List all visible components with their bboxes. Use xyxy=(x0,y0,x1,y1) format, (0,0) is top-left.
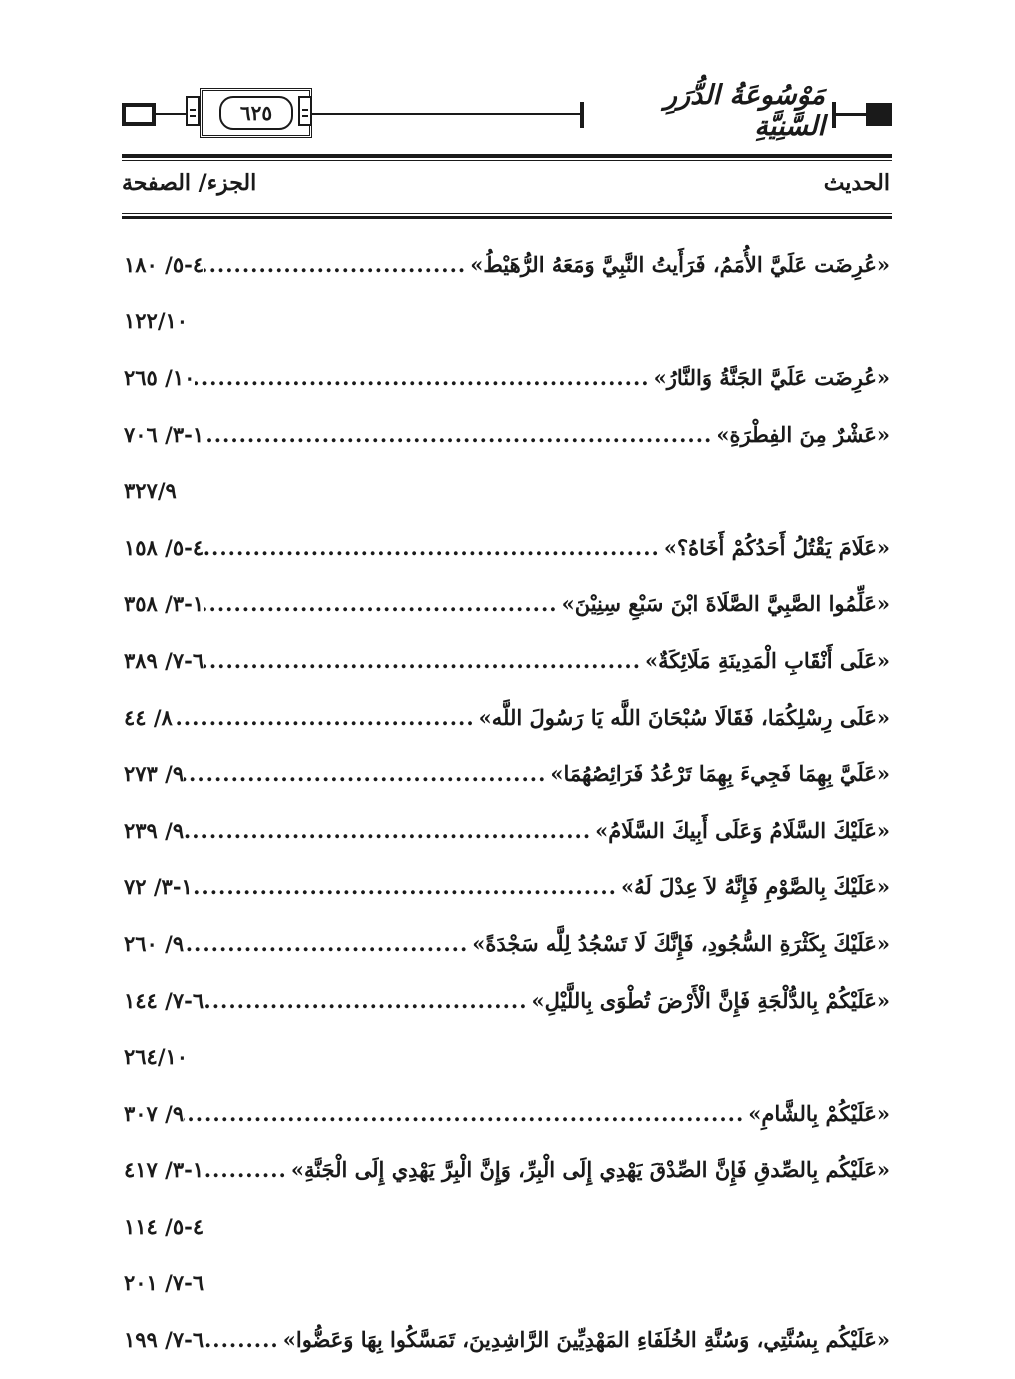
book-title: مَوْسُوعَةُ الدُّرَرِ السَّنِيَّةِ xyxy=(664,80,825,142)
volume-page-ref: ٩/ ٢٦٠ xyxy=(124,930,185,956)
volume-page-ref: ١-٣/ ٧٠٦ xyxy=(124,421,205,447)
leader-dots xyxy=(184,763,550,784)
hadith-text: «عَلَى رِسْلِكُمَا، فَقَالَا سُبْحَانَ اللَّه يَا رَسُولَ اللَّه» xyxy=(478,704,890,730)
index-entry xyxy=(124,236,890,293)
hadith-text: «عَلَيْكُمْ بِالشَّامِ» xyxy=(748,1100,890,1126)
page-header xyxy=(122,82,892,142)
index-entry xyxy=(124,576,890,633)
leader-dots xyxy=(204,650,645,671)
hadith-text: «عَلَى أَنْقَابِ الْمَدِينَةِ مَلَائِكَةٌ» xyxy=(645,647,890,673)
index-entry-continuation xyxy=(124,1255,890,1312)
leader-dots xyxy=(195,367,653,388)
volume-page-ref: ٤-٥/ ١٥٨ xyxy=(124,534,205,560)
leader-dots xyxy=(173,707,479,728)
index-entry-continuation xyxy=(124,462,890,519)
heading-rule xyxy=(122,213,892,219)
leader-dots xyxy=(204,424,716,445)
hadith-text: «عَلِّمُوا الصَّبِيَّ الصَّلَاةَ ابْنَ سَبْعِ سِنِيْنَ» xyxy=(561,591,890,617)
volume-page-ref: ١٢٢/١٠ xyxy=(124,308,189,334)
column-heading-volume-page: الجزء/ الصفحة xyxy=(122,170,257,196)
ornament-knot xyxy=(186,96,200,126)
volume-page-ref: ٢٦٤/١٠ xyxy=(124,1044,189,1070)
hadith-text: «عَلَيْكُم بِسُنَّتِي، وَسُنَّةِ الخُلَفَاءِ المَهْدِيِّينَ الرَّاشِدِينَ، تَمَسَّكُوا بِهَا وَعَضُّوا» xyxy=(282,1327,890,1353)
header-rule xyxy=(122,154,892,161)
ornament-square-left xyxy=(122,103,156,126)
index-entry xyxy=(124,406,890,463)
index-entry xyxy=(124,689,890,746)
hadith-text: «عَلَيْكَ بِالصَّوْمِ فَإِنَّهُ لاَ عِدْلَ لَهُ» xyxy=(620,874,890,900)
index-entry xyxy=(124,915,890,972)
hadith-text: «عُرِضَت عَلَيَّ الجَنَّةُ وَالنَّارُ» xyxy=(653,364,890,390)
volume-page-ref: ١٠/ ٢٦٥ xyxy=(124,364,196,390)
index-entry xyxy=(124,1311,890,1368)
leader-dots xyxy=(193,876,621,897)
leader-dots xyxy=(204,990,531,1011)
hadith-text: «عَلَامَ يَقْتُلُ أَحَدُكُمْ أَخَاهُ؟» xyxy=(663,534,890,560)
ornament-square-right xyxy=(866,103,892,126)
ornament-line xyxy=(312,113,580,115)
leader-dots xyxy=(204,254,470,275)
column-heading-hadith: الحديث xyxy=(823,170,890,196)
volume-page-ref: ٦-٧/ ١٩٩ xyxy=(124,1327,205,1353)
volume-page-ref: ١-٣/ ٧٢ xyxy=(124,874,193,900)
page-number: ٦٢٥ xyxy=(219,96,293,130)
volume-page-ref: ٦-٧/ ١٤٤ xyxy=(124,987,205,1013)
index-entry xyxy=(124,349,890,406)
index-entry xyxy=(124,802,890,859)
ornament-bar xyxy=(580,102,584,128)
ornament-knot xyxy=(298,96,312,126)
index-entry xyxy=(124,745,890,802)
volume-page-ref: ٤-٥/ ١٨٠ xyxy=(124,251,205,277)
hadith-text: «عَلَيْكَ بِكَثْرَةِ السُّجُودِ، فَإِنَّكَ لَا تَسْجُدُ لِلَّه سَجْدَةً» xyxy=(472,930,890,956)
volume-page-ref: ٣٢٧/٩ xyxy=(124,478,177,504)
index-entry xyxy=(124,1085,890,1142)
page-number-frame xyxy=(200,88,312,138)
index-entry xyxy=(124,859,890,916)
volume-page-ref: ٤-٥/ ١١٤ xyxy=(124,1213,205,1239)
volume-page-ref: ١-٣/ ٤١٧ xyxy=(124,1157,205,1183)
index-entry xyxy=(124,632,890,689)
leader-dots xyxy=(184,933,472,954)
leader-dots xyxy=(204,593,561,614)
volume-page-ref: ٦-٧/ ٢٠١ xyxy=(124,1270,205,1296)
hadith-text: «عَلَيْكَ السَّلَامُ وَعَلَى أَبِيكَ السَّلَامُ» xyxy=(595,817,890,843)
ornament-line xyxy=(834,113,866,116)
leader-dots xyxy=(204,537,664,558)
index-entry xyxy=(124,1142,890,1199)
leader-dots xyxy=(184,1103,748,1124)
volume-page-ref: ٨/ ٤٤ xyxy=(124,704,173,730)
hadith-text: «عَلَيْكُم بِالصِّدقِ فَإِنَّ الصِّدْقَ يَهْدِي إِلَى الْبِرِّ، وَإِنَّ الْبِرَّ يَهْدِي إِلَى الْجَنَّةِ» xyxy=(290,1157,890,1183)
hadith-text: «عُرِضَت عَلَيَّ الأُمَمُ، فَرَأَيتُ النَّبِيَّ وَمَعَهُ الرُّهَيْطُ» xyxy=(470,251,890,277)
leader-dots xyxy=(184,820,595,841)
volume-page-ref: ١-٣/ ٣٥٨ xyxy=(124,591,205,617)
index-entry-continuation xyxy=(124,1198,890,1255)
volume-page-ref: ٩/ ٣٠٧ xyxy=(124,1100,185,1126)
hadith-index-list xyxy=(124,236,890,1368)
hadith-text: «عَشْرٌ مِنَ الفِطْرَةِ» xyxy=(716,421,890,447)
hadith-text: «عَلَيْكُمْ بِالدُّلْجَةِ فَإِنَّ الْأَرْضَ تُطْوَى بِاللَّيْلِ» xyxy=(531,987,890,1013)
index-entry-continuation xyxy=(124,293,890,350)
index-entry xyxy=(124,519,890,576)
volume-page-ref: ٩/ ٢٣٩ xyxy=(124,817,185,843)
index-entry xyxy=(124,972,890,1029)
hadith-text: «عَلَيَّ بِهِمَا فَجِيءَ بِهِمَا تَرْعُدُ فَرَائِصُهُمَا» xyxy=(550,761,890,787)
index-entry-continuation xyxy=(124,1028,890,1085)
leader-dots xyxy=(204,1159,291,1180)
ornament-bar xyxy=(832,102,836,128)
volume-page-ref: ٩/ ٢٧٣ xyxy=(124,761,185,787)
leader-dots xyxy=(204,1329,283,1350)
volume-page-ref: ٦-٧/ ٣٨٩ xyxy=(124,647,205,673)
